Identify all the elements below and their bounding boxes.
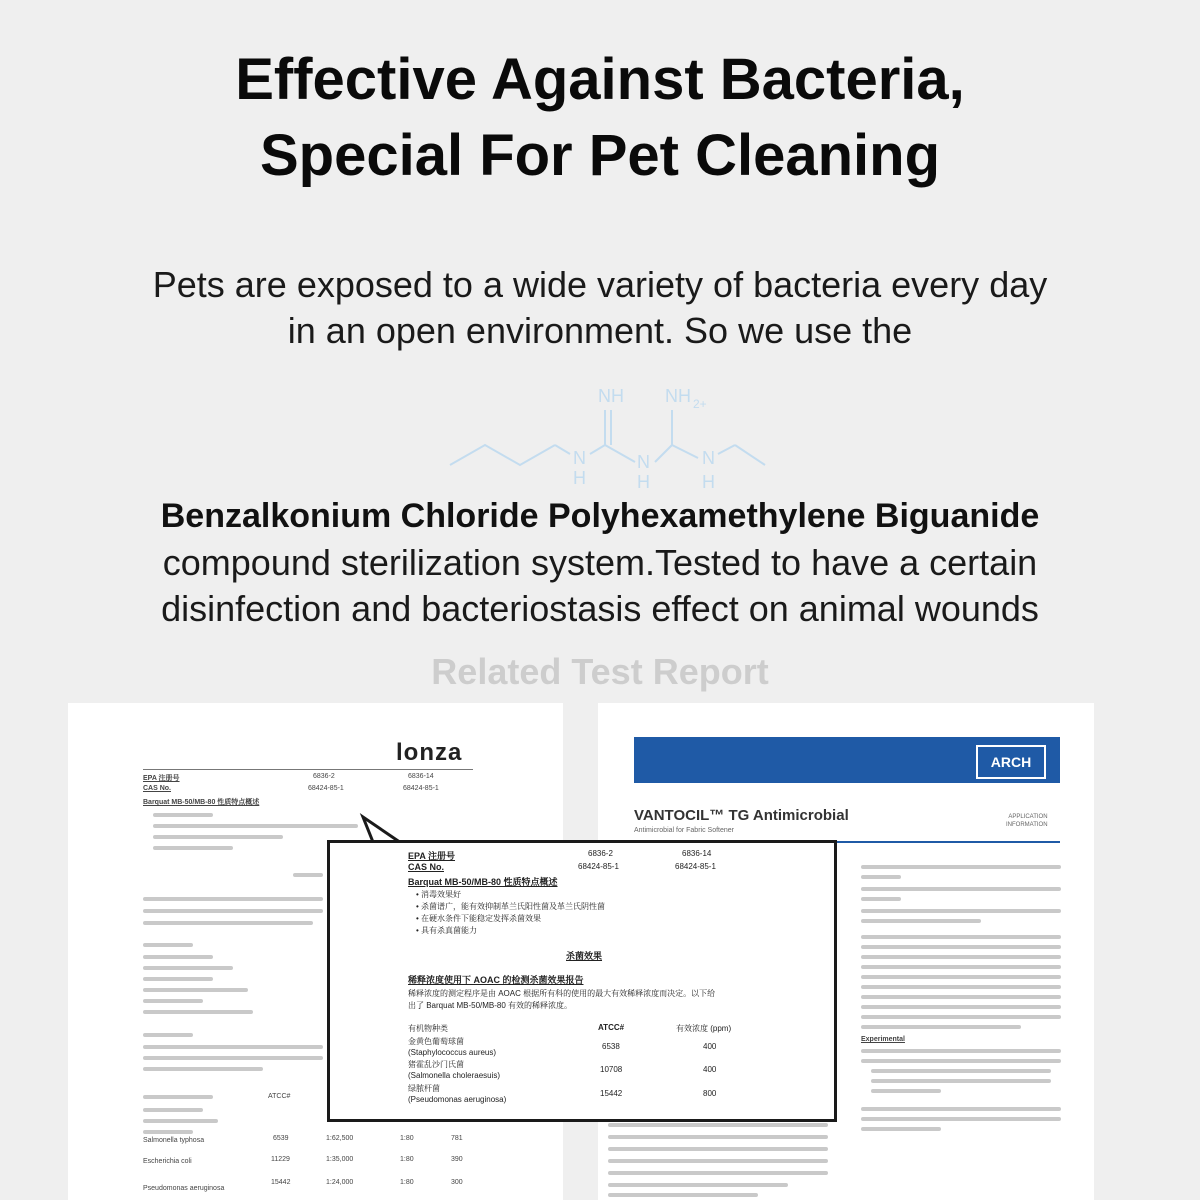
callout-section: 杀菌效果 [566,951,603,961]
ingredient-line-2: disinfection and bacteriostasis effect on animal wounds [161,588,1039,629]
report-left-cas-label: CAS No. [143,785,171,792]
section-title: Related Test Report [431,651,769,692]
report-left-row-3-b: 1:80 [400,1179,414,1186]
report-left-epa-v2: 6836-14 [408,773,434,780]
molecule-label-n-3: N [702,448,715,468]
callout-aoac-title: 稀释浓度使用下 AOAC 的检测杀菌效果报告 [408,975,584,985]
logo-divider [143,769,473,770]
report-left-product: Barquat MB-50/MB-80 性质特点概述 [143,799,260,806]
report-left-row-2-b: 1:80 [400,1156,414,1163]
callout-row-3-atcc: 15442 [600,1089,623,1098]
headline [0,42,1200,194]
molecule-structure-icon [440,380,780,495]
report-right-app-info-1: APPLICATION [1008,814,1048,820]
report-left-row-1-b: 1:80 [400,1135,414,1142]
callout-bullet-3-text: 在硬水条件下能稳定发挥杀菌效果 [421,914,542,923]
callout-epa-v2: 6836-14 [682,849,712,858]
callout-bullet-4-text: 具有杀真菌能力 [421,926,478,935]
report-right-subtitle: Antimicrobial for Fabric Softener [634,827,734,834]
report-left-row-3-name: Pseudomonas aeruginosa [143,1185,225,1192]
molecule-label-n-2: N [637,452,650,472]
molecule-label-nh2: NH [665,386,691,406]
molecule-label-h-2: H [637,472,650,492]
callout-row-2-ppm: 400 [703,1065,717,1074]
ingredient-line-1: compound sterilization system.Tested to have a certain [162,542,1038,583]
callout-bullet-2: • 杀菌谱广，能有效抑制革兰氏阳性菌及革兰氏阴性菌 [416,902,606,911]
callout-bullet-4: • 具有杀真菌能力 [416,926,478,935]
callout-zoom-box [327,840,837,1122]
molecule-label-n-1: N [573,448,586,468]
report-left-epa-v1: 6836-2 [313,773,335,780]
report-left-row-1-name: Salmonella typhosa [143,1137,205,1144]
report-left-cas-v1: 68424-85-1 [308,785,344,792]
report-left-row-3-a: 1:24,000 [326,1179,354,1186]
callout-product: Barquat MB-50/MB-80 性质特点概述 [408,877,558,887]
callout-col-ppm: 有效浓度 (ppm) [676,1024,732,1033]
callout-row-1-ppm: 400 [703,1042,717,1051]
ingredient-description [0,540,1200,632]
callout-bullet-3: • 在硬水条件下能稳定发挥杀菌效果 [416,914,542,923]
report-left-row-3-atcc: 15442 [271,1179,291,1186]
lonza-logo: lonza [396,739,463,766]
molecule-label-nh: NH [598,386,624,406]
callout-row-2-latin: (Salmonella choleraesuis) [408,1071,501,1080]
molecule-label-h-1: H [573,468,586,488]
report-left-row-1-c: 781 [451,1135,463,1142]
callout-row-2-cn: 猪霍乱沙门氏菌 [408,1060,464,1069]
callout-row-1-atcc: 6538 [602,1042,620,1051]
report-left-row-1-atcc: 6539 [273,1135,289,1142]
report-left-row-2-c: 390 [451,1156,463,1163]
callout-epa-label: EPA 注册号 [408,851,456,861]
callout-col-organism: 有机物种类 [408,1024,448,1033]
callout-bullet-2-text: 杀菌谱广，能有效抑制革兰氏阳性菌及革兰氏阴性菌 [421,902,606,911]
report-left-cas-v2: 68424-85-1 [403,785,439,792]
headline-line-2: Special For Pet Cleaning [259,123,941,188]
ingredient-name: Benzalkonium Chloride Polyhexamethylene Biguanide [160,497,1040,535]
molecule-label-h-3: H [702,472,715,492]
report-left-row-2-atcc: 11229 [271,1156,290,1163]
callout-cas-v1: 68424-85-1 [578,862,619,871]
callout-row-3-ppm: 800 [703,1089,717,1098]
callout-row-2-atcc: 10708 [600,1065,623,1074]
callout-epa-v1: 6836-2 [588,849,613,858]
callout-row-1-latin: (Staphylococcus aureus) [408,1048,497,1057]
callout-aoac-text-2: 出了 Barquat MB-50/MB-80 有效的稀释浓度。 [408,1001,573,1010]
report-right-product: VANTOCIL™ TG Antimicrobial [634,807,849,824]
callout-row-3-latin: (Pseudomonas aeruginosa) [408,1095,507,1104]
callout-aoac-text-1: 稀释浓度的测定程序是由 AOAC 根据所有科的使用的最大有效稀释浓度而决定。以下给 [408,989,716,998]
report-right-app-info-2: INFORMATION [1006,822,1048,828]
callout-cas-label: CAS No. [408,862,444,872]
callout-bullet-1: • 消毒效果好 [416,890,462,899]
intro-line-1: Pets are exposed to a wide variety of bacteria every day [152,264,1048,305]
callout-row-1-cn: 金黄色葡萄球菌 [408,1037,464,1046]
headline-line-1: Effective Against Bacteria, [235,47,965,112]
arch-logo: ARCH [976,745,1046,779]
intro-line-2: in an open environment. So we use the [287,310,913,351]
report-right-app-info [1006,813,1048,829]
callout-row-3-cn: 绿脓杆菌 [408,1084,440,1093]
callout-cas-v2: 68424-85-1 [675,862,716,871]
report-left-epa-label: EPA 注册号 [143,775,180,782]
report-left-row-2-name: Escherichia coli [143,1158,192,1165]
callout-col-atcc: ATCC# [598,1023,625,1032]
arch-header-bar [634,737,1060,783]
intro-paragraph [0,262,1200,354]
report-left-row-2-a: 1:35,000 [326,1156,354,1163]
molecule-label-charge: 2+ [693,397,707,411]
callout-bullet-1-text: 消毒效果好 [421,890,462,899]
report-left-row-3-c: 300 [451,1179,463,1186]
report-right-experimental: Experimental [861,1036,905,1043]
report-left-col-atcc: ATCC# [268,1093,291,1100]
report-left-row-1-a: 1:62,500 [326,1135,354,1142]
